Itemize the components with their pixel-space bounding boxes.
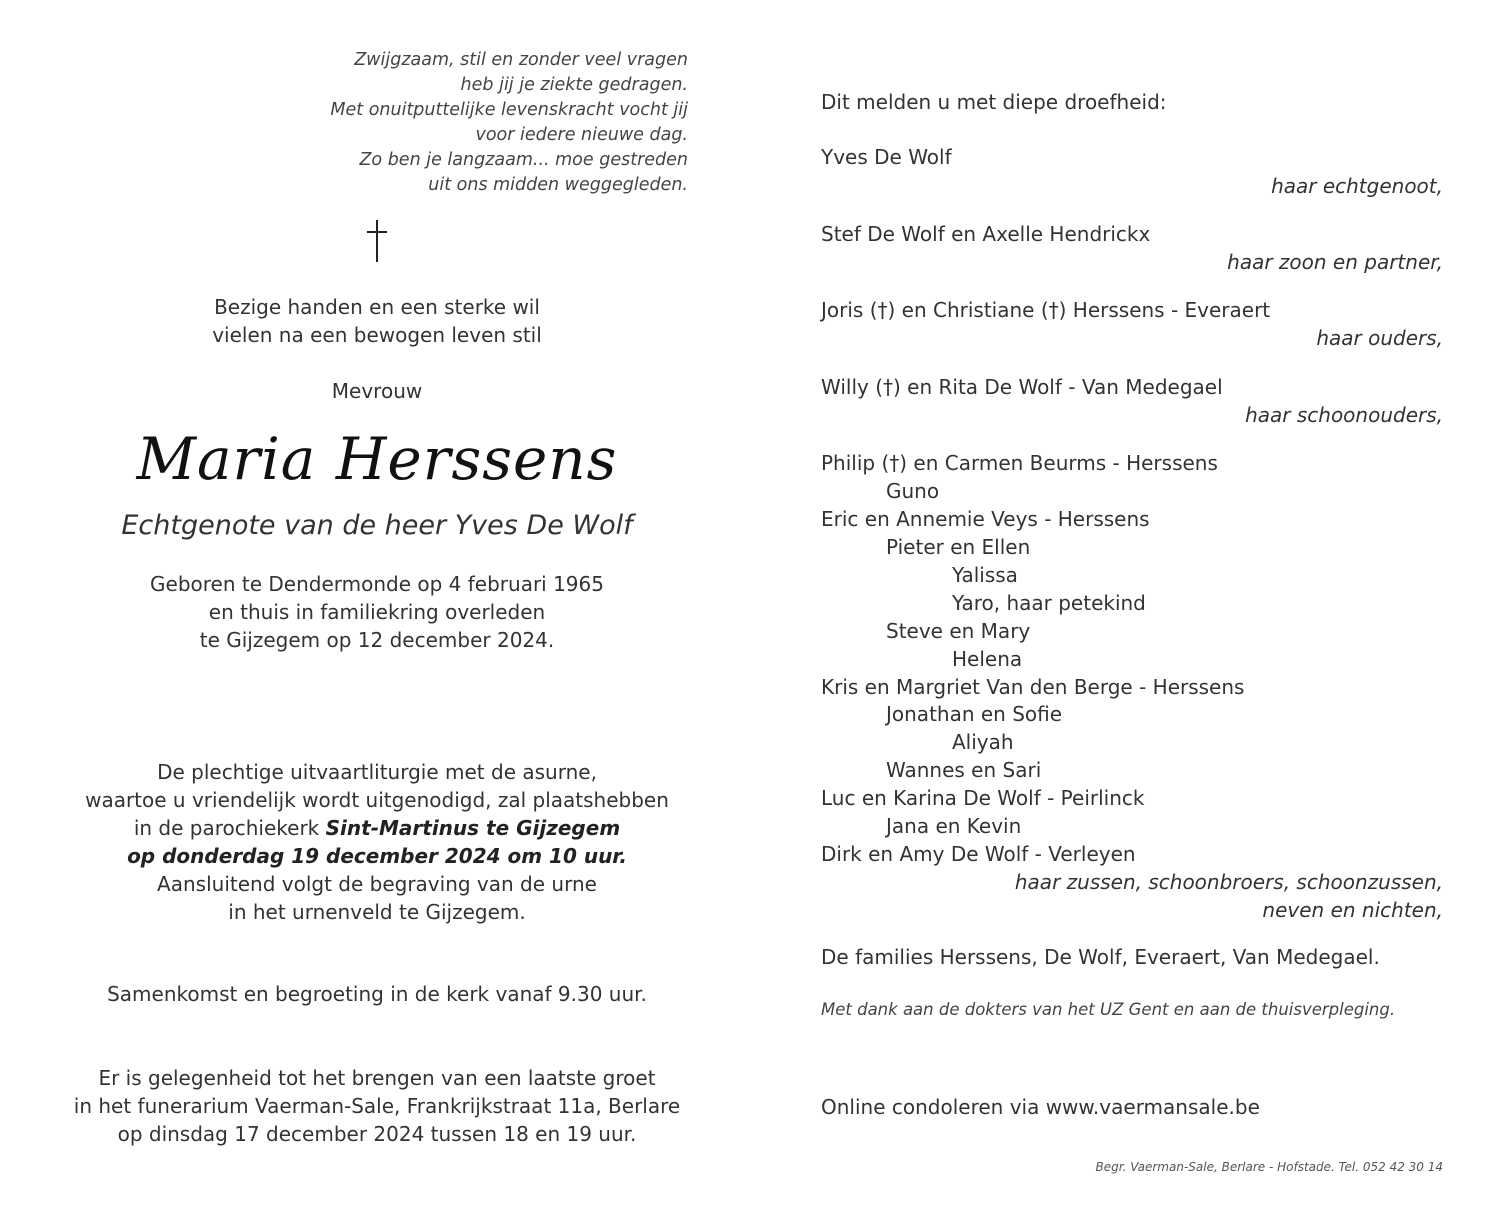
birth-death-info: [150, 570, 604, 654]
family-name: Stef De Wolf en Axelle Hendrickx: [821, 222, 1151, 246]
salutation: Mevrouw: [331, 379, 423, 403]
service-line: [85, 814, 669, 842]
intro-line: Dit melden u met diepe droefheid:: [821, 90, 1167, 114]
sibling-line: Guno: [886, 479, 940, 503]
gathering-info: Samenkomst en begroeting in de kerk vanaf 9.30 uur.: [107, 982, 647, 1006]
service-prefix: in de parochiekerk: [133, 816, 326, 840]
family-relation: haar schoonouders,: [1245, 403, 1443, 427]
service-info: [85, 758, 669, 926]
spouse-line: Echtgenote van de heer Yves De Wolf: [121, 510, 633, 541]
service-line: Aansluitend volgt de begraving van de urne: [157, 872, 597, 896]
visit-line: Er is gelegenheid tot het brengen van een laatste groet: [98, 1066, 656, 1090]
sibling-line: Philip (†) en Carmen Beurms - Herssens: [821, 451, 1218, 475]
birth-line: en thuis in familiekring overleden: [208, 600, 546, 624]
family-name: Yves De Wolf: [821, 145, 952, 169]
online-condolence: Online condoleren via www.vaermansale.be: [821, 1095, 1260, 1119]
deceased-name: Maria Herssens: [136, 425, 618, 493]
sibling-line: Pieter en Ellen: [886, 535, 1031, 559]
sibling-line: Eric en Annemie Veys - Herssens: [821, 507, 1150, 531]
sibling-line: Jana en Kevin: [886, 814, 1022, 838]
thanks-line: Met dank aan de dokters van het UZ Gent en aan de thuisverpleging.: [821, 1000, 1396, 1019]
sibling-line: Luc en Karina De Wolf - Peirlinck: [821, 786, 1145, 810]
verse: [212, 293, 542, 349]
service-date: op donderdag 19 december 2024 om 10 uur.: [127, 844, 627, 868]
siblings-relation: neven en nichten,: [1262, 898, 1443, 922]
family-relation: haar zoon en partner,: [1227, 250, 1443, 274]
church-name: Sint-Martinus te Gijzegem: [325, 816, 621, 840]
families-line: De families Herssens, De Wolf, Everaert, Van Medegael.: [821, 945, 1380, 969]
siblings-relation: haar zussen, schoonbroers, schoonzussen,: [1014, 870, 1443, 894]
birth-line: te Gijzegem op 12 december 2024.: [199, 628, 555, 652]
poem-line: Zwijgzaam, stil en zonder veel vragen: [354, 50, 688, 70]
poem-line: uit ons midden weggegleden.: [428, 175, 688, 195]
sibling-line: Yalissa: [952, 563, 1018, 587]
sibling-line: Wannes en Sari: [886, 758, 1042, 782]
verse-line: Bezige handen en een sterke wil: [214, 295, 540, 319]
service-line: in het urnenveld te Gijzegem.: [228, 900, 526, 924]
sibling-line: Yaro, haar petekind: [952, 591, 1146, 615]
poem-line: Zo ben je langzaam... moe gestreden: [359, 150, 688, 170]
sibling-line: Kris en Margriet Van den Berge - Herssens: [821, 675, 1245, 699]
service-line: waartoe u vriendelijk wordt uitgenodigd, zal plaatshebben: [85, 788, 669, 812]
family-name: Willy (†) en Rita De Wolf - Van Medegael: [821, 375, 1223, 399]
visit-info: [74, 1064, 680, 1148]
sibling-line: Dirk en Amy De Wolf - Verleyen: [821, 842, 1136, 866]
family-relation: haar ouders,: [1316, 326, 1443, 350]
poem-line: Met onuitputtelijke levenskracht vocht jij: [330, 100, 688, 120]
birth-line: Geboren te Dendermonde op 4 februari 1965: [150, 572, 604, 596]
visit-line: op dinsdag 17 december 2024 tussen 18 en 19 uur.: [117, 1122, 637, 1146]
sibling-line: Steve en Mary: [886, 619, 1031, 643]
poem: [330, 48, 688, 198]
visit-line: in het funerarium Vaerman-Sale, Frankrijkstraat 11a, Berlare: [73, 1094, 681, 1118]
family-name: Joris (†) en Christiane (†) Herssens - Everaert: [821, 298, 1271, 322]
family-relation: haar echtgenoot,: [1271, 174, 1443, 198]
sibling-line: Aliyah: [952, 730, 1014, 754]
poem-line: heb jij je ziekte gedragen.: [460, 75, 688, 95]
sibling-line: Jonathan en Sofie: [886, 702, 1063, 726]
poem-line: voor iedere nieuwe dag.: [475, 125, 688, 145]
funeral-home-credit: Begr. Vaerman-Sale, Berlare - Hofstade. Tel. 052 42 30 14: [1095, 1160, 1443, 1174]
service-line: De plechtige uitvaartliturgie met de asurne,: [157, 760, 597, 784]
verse-line: vielen na een bewogen leven stil: [212, 323, 542, 347]
sibling-line: Helena: [952, 647, 1023, 671]
